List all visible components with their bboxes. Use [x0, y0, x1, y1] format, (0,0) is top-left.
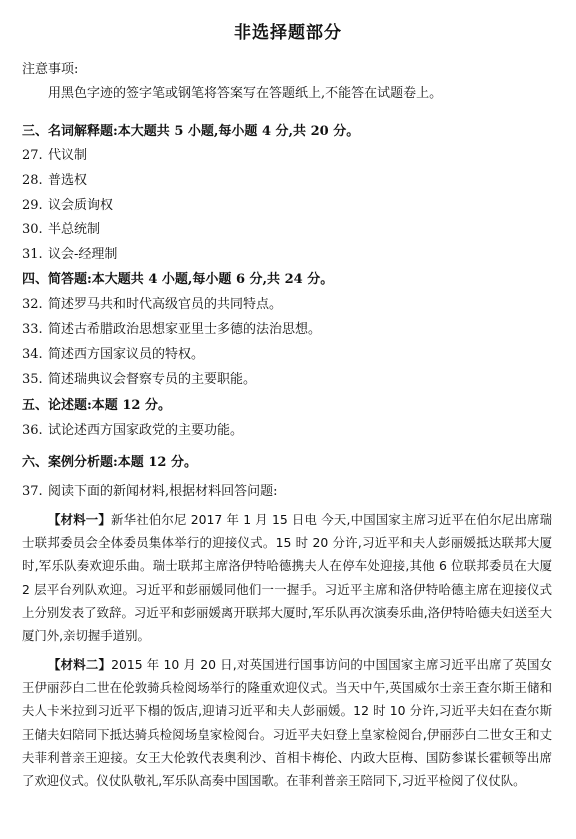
question-number: 35.: [22, 372, 43, 387]
question-number: 37.: [22, 484, 43, 499]
section-heading-3: 三、名词解释题:本大题共 5 小题,每小题 4 分,共 20 分。: [22, 124, 360, 139]
question-text: 简述西方国家议员的特权。: [48, 347, 205, 362]
question-34: [22, 347, 204, 363]
section-heading-6: 六、案例分析题:本题 12 分。: [22, 455, 197, 470]
question-text: 试论述西方国家政党的主要功能。: [48, 423, 244, 438]
question-text: 简述罗马共和时代高级官员的共同特点。: [48, 297, 283, 312]
question-29: [22, 198, 113, 214]
material-text: 2015 年 10 月 20 日,对英国进行国事访问的中国国家主席习近平出席了英国女王伊丽莎白二世在伦敦骑兵检阅场举行的隆重欢迎仪式。当天中午,英国威尔士亲王查尔斯王储和夫人卡米拉到习近平下榻的饭店,迎请习近平和夫人彭丽媛。12 时 10 分许,习近平夫妇在查尔斯王储夫妇陪同下抵达骑兵检阅场皇家检阅台。习近平夫妇登上皇家检阅台,伊丽莎白二世女王和丈夫菲利普亲王迎接。女王大伦敦代表奥利沙、首相卡梅伦、内政大臣梅、国防参谋长霍顿等出席了欢迎仪式。仪仗队敬礼,军乐队高奏中国国歌。在菲利普亲王陪同下,习近平检阅了仪仗队。: [22, 657, 552, 789]
question-text: 代议制: [48, 148, 88, 163]
section-heading-4: 四、简答题:本大题共 4 小题,每小题 6 分,共 24 分。: [22, 272, 334, 287]
question-number: 32.: [22, 297, 43, 312]
question-33: [22, 322, 321, 338]
question-text: 议会-经理制: [48, 247, 118, 262]
question-30: [22, 222, 100, 238]
material-tag: 【材料二】: [48, 657, 112, 672]
question-28: [22, 173, 87, 189]
question-text: 阅读下面的新闻材料,根据材料回答问题:: [48, 484, 278, 499]
question-number: 28.: [22, 173, 43, 188]
question-32: [22, 297, 282, 313]
section-heading-5: 五、论述题:本题 12 分。: [22, 398, 171, 413]
question-text: 普选权: [48, 173, 88, 188]
notice-heading: 注意事项:: [22, 62, 79, 77]
question-number: 27.: [22, 148, 43, 163]
question-27: [22, 148, 87, 164]
question-number: 36.: [22, 423, 43, 438]
question-number: 33.: [22, 322, 43, 337]
material-tag: 【材料一】: [48, 512, 112, 527]
page-title: 非选择题部分: [234, 23, 342, 43]
material-text: 新华社伯尔尼 2017 年 1 月 15 日电 今天,中国国家主席习近平在伯尔尼出席瑞士联邦委员会全体委员集体举行的迎接仪式。15 时 20 分许,习近平和夫人彭丽媛抵达联邦大厦时,军乐队奏欢迎乐曲。瑞士联邦主席洛伊特哈德携夫人在停车处迎接,其他 6 位联邦委员在大厦 2 层平台列队欢迎。习近平和彭丽媛同他们一一握手。习近平主席和洛伊特哈德主席在迎接仪式上分别发表了致辞。习近平和彭丽媛离开联邦大厦时,军乐队再次演奏乐曲,洛伊特哈德夫妇送至大厦门外,亲切握手道别。: [22, 512, 553, 644]
material-two: [22, 653, 552, 792]
question-36: [22, 423, 243, 439]
question-number: 30.: [22, 222, 43, 237]
notice-body: 用黑色字迹的签字笔或钢笔将答案写在答题纸上,不能答在试题卷上。: [48, 86, 443, 101]
question-number: 29.: [22, 198, 43, 213]
question-35: [22, 372, 256, 388]
question-text: 简述瑞典议会督察专员的主要职能。: [48, 372, 257, 387]
question-text: 简述古希腊政治思想家亚里士多德的法治思想。: [48, 322, 322, 337]
question-text: 议会质询权: [48, 198, 114, 213]
question-37: [22, 484, 278, 500]
question-number: 31.: [22, 247, 43, 262]
question-number: 34.: [22, 347, 43, 362]
question-31: [22, 247, 117, 263]
material-one: [22, 508, 552, 647]
question-text: 半总统制: [48, 222, 101, 237]
